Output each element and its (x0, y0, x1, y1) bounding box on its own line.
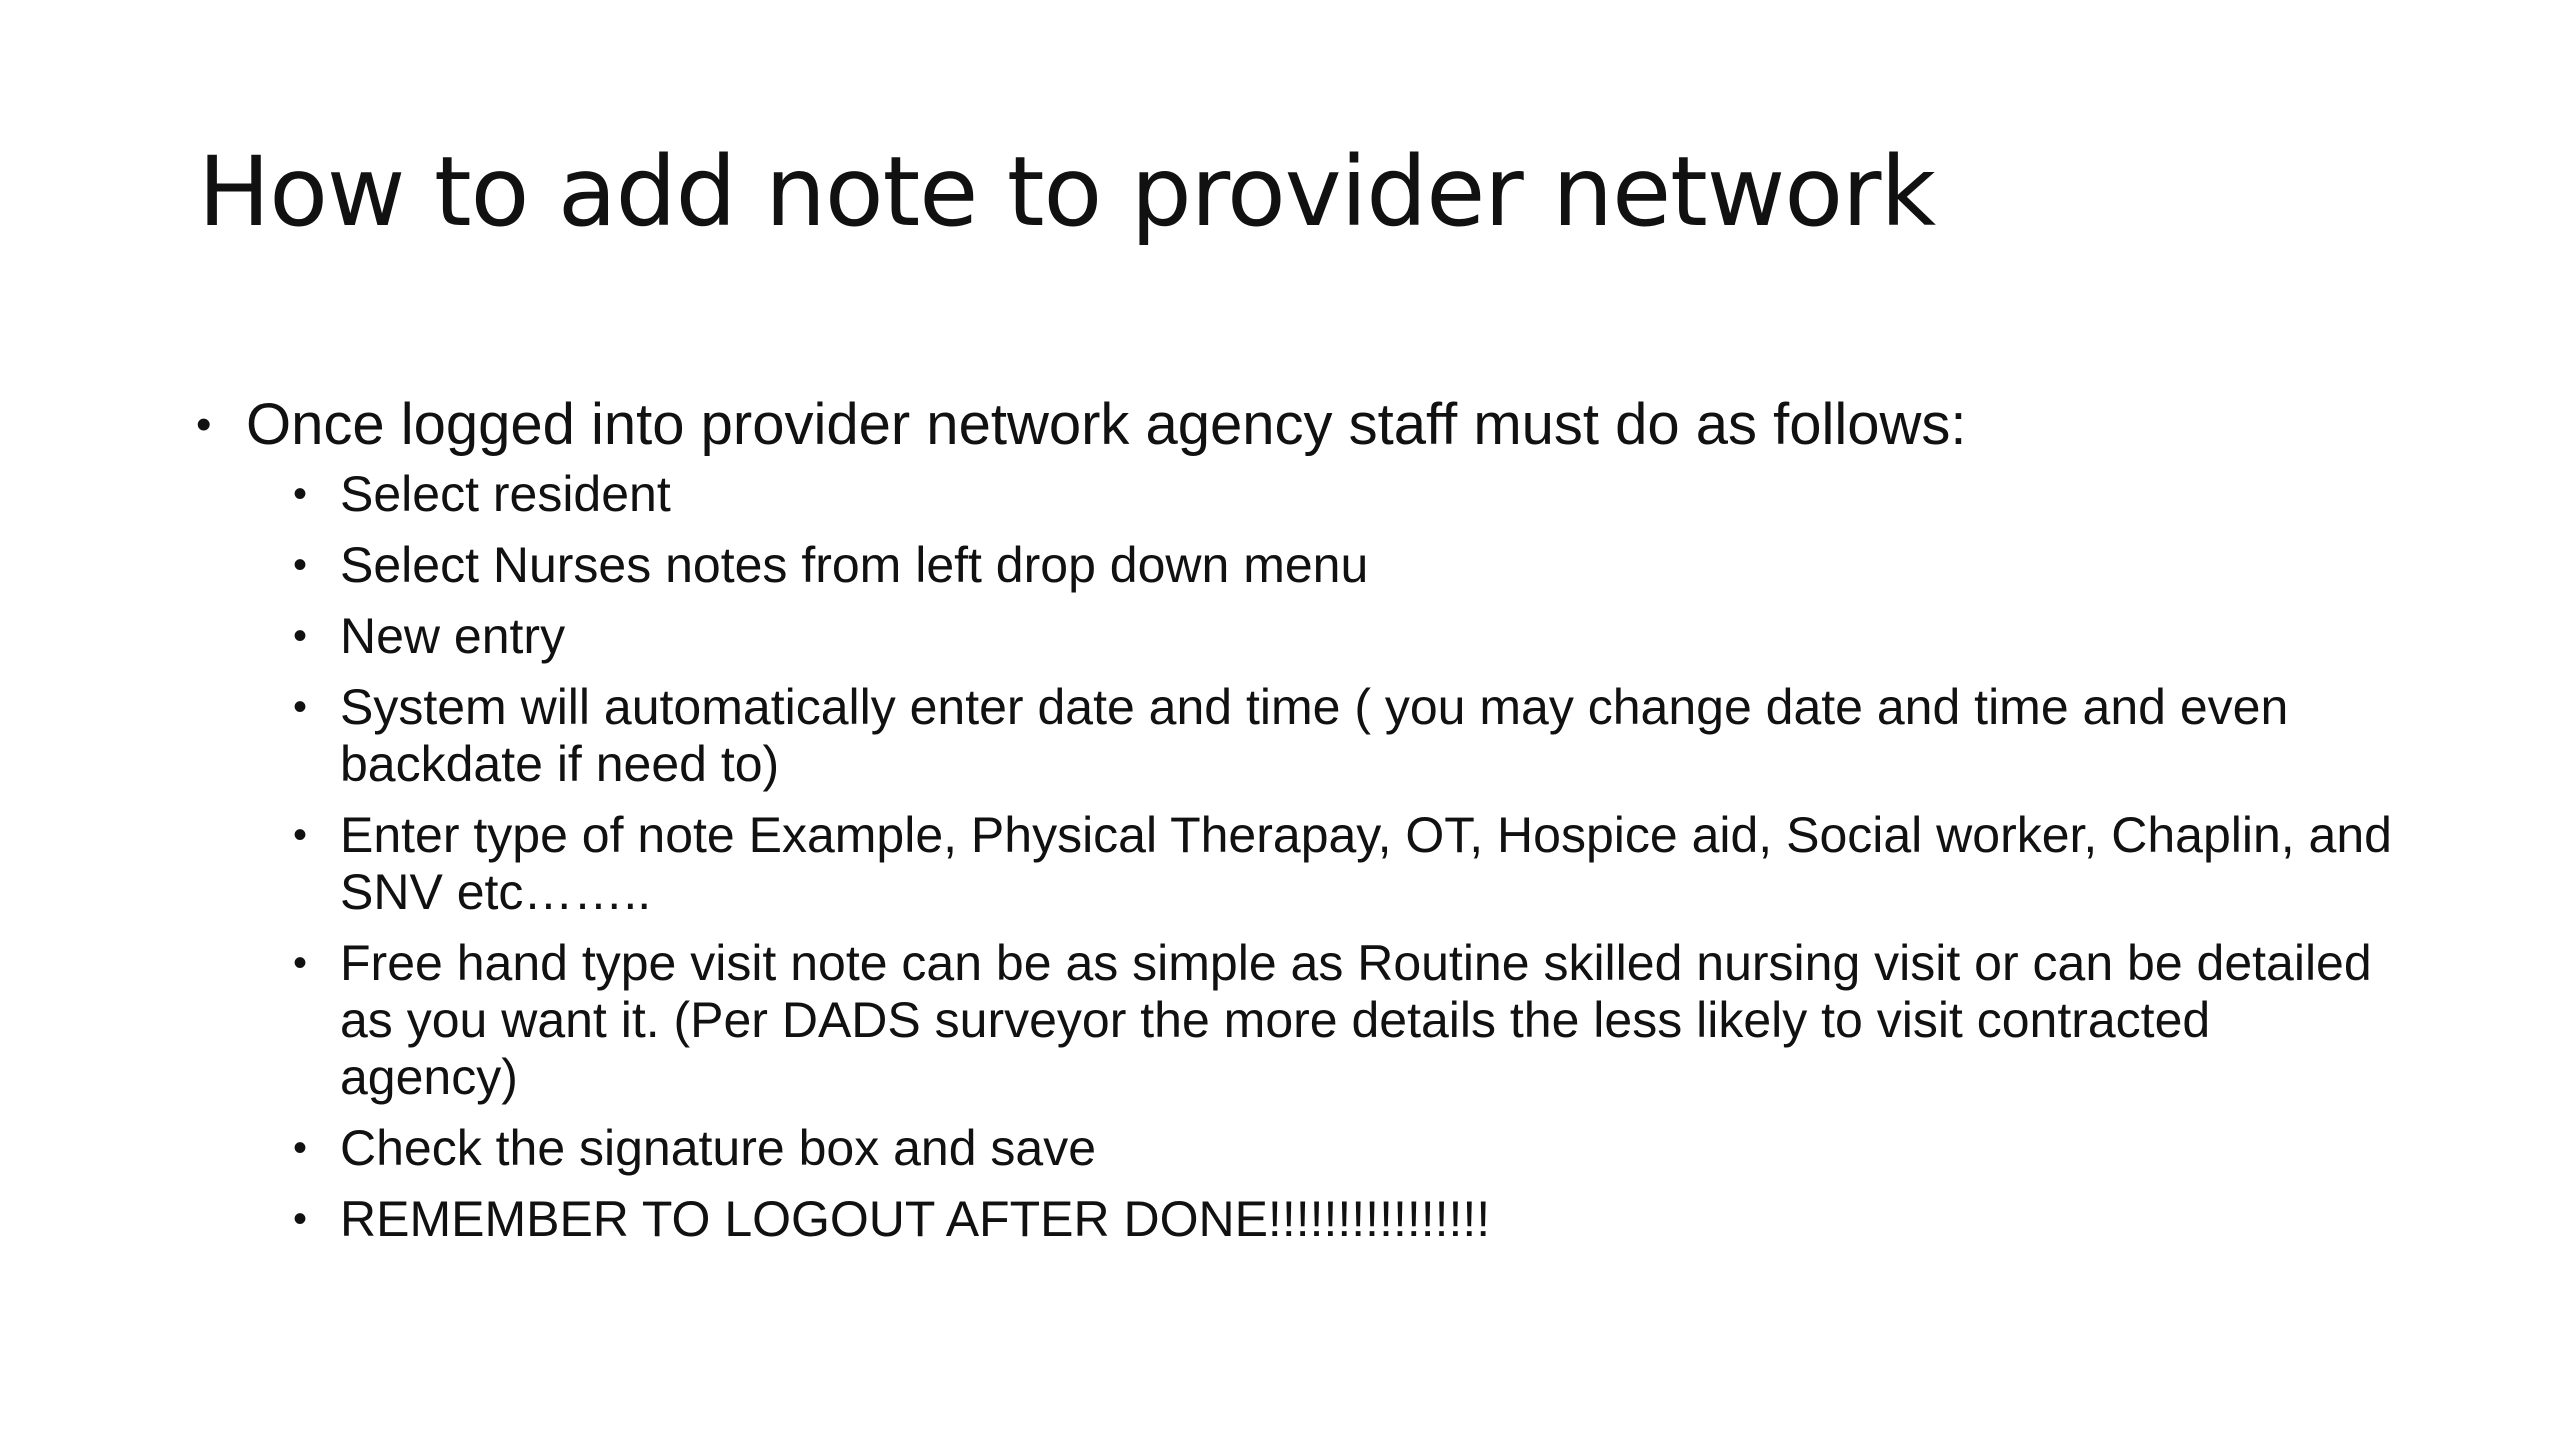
step-text: Select Nurses notes from left drop down menu (340, 537, 1369, 593)
step-item (293, 679, 2396, 793)
bullet-icon: • (293, 543, 308, 587)
bullet-icon: • (293, 472, 308, 516)
slide-content (196, 388, 2396, 1262)
main-point-text: Once logged into provider network agency staff must do as follows: (246, 392, 1967, 457)
step-text: Free hand type visit note can be as simple as Routine skilled nursing visit or can be detailed as you want it. (Per DADS surveyor the more details the less likely to visit contracted agency) (340, 935, 2372, 1105)
bullet-icon: • (196, 400, 212, 449)
step-text: New entry (340, 608, 566, 664)
step-text: Check the signature box and save (340, 1120, 1097, 1176)
step-text: Select resident (340, 466, 671, 522)
step-item (293, 1191, 2396, 1248)
step-text: Enter type of note Example, Physical Therapay, OT, Hospice aid, Social worker, Chaplin, and SNV etc…….. (340, 807, 2392, 920)
main-bullet-list (196, 388, 2396, 462)
bullet-icon: • (293, 941, 308, 985)
bullet-icon: • (293, 1126, 308, 1170)
step-item (293, 537, 2396, 594)
bullet-icon: • (293, 685, 308, 729)
step-item (293, 935, 2396, 1106)
slide-title: How to add note to provider network (198, 136, 1936, 248)
main-bullet-item (196, 388, 2396, 462)
steps-list (293, 466, 2396, 1248)
bullet-icon: • (293, 1197, 308, 1241)
step-text: System will automatically enter date and time ( you may change date and time and even backdate if need to) (340, 679, 2289, 792)
bullet-icon: • (293, 813, 308, 857)
step-item (293, 466, 2396, 523)
step-item (293, 807, 2396, 921)
step-item (293, 1120, 2396, 1177)
step-item (293, 608, 2396, 665)
step-text: REMEMBER TO LOGOUT AFTER DONE!!!!!!!!!!!!!!!! (340, 1191, 1491, 1247)
bullet-icon: • (293, 614, 308, 658)
